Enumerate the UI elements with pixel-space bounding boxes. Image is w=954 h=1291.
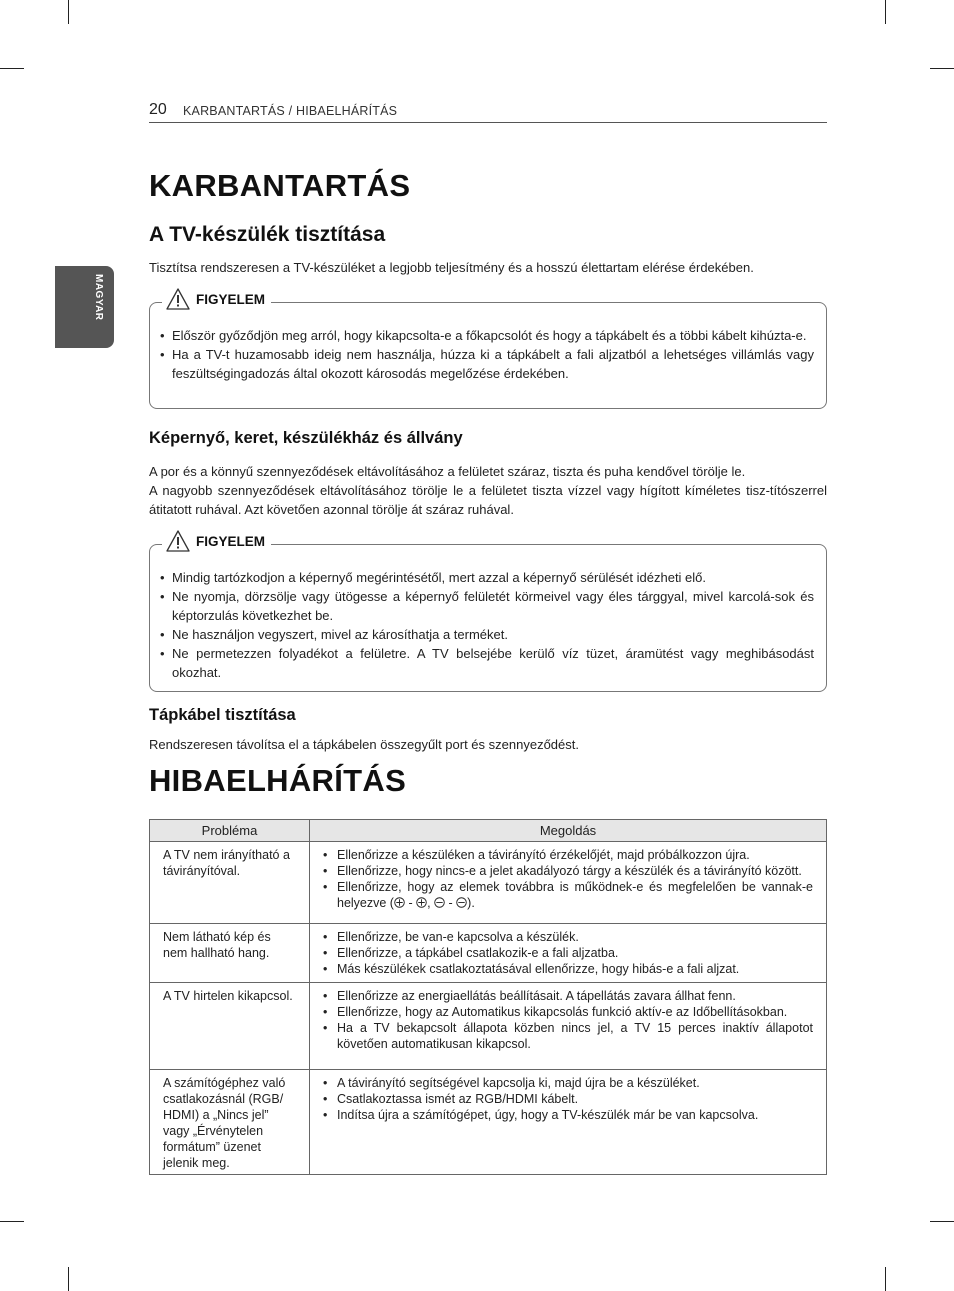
problem-cell: A TV hirtelen kikapcsol. (150, 983, 310, 1070)
crop-mark (68, 1267, 69, 1291)
tv-cleaning-title: A TV-készülék tisztítása (149, 223, 386, 246)
list-item: • Ellenőrizze, hogy nincs-e a jelet akadályozó tárgy a készülék és a távirányító között. (322, 863, 813, 879)
table-row (150, 842, 827, 924)
crop-mark (930, 68, 954, 69)
language-tab (55, 266, 114, 348)
list-item: • Ne permetezzen folyadékot a felületre. A TV belsejébe kerülő víz tüzet, áramütést vagy meghibásodást okozhat. (160, 644, 814, 682)
caution-list (160, 326, 814, 383)
troubleshooting-title: HIBAELHÁRÍTÁS (149, 763, 407, 798)
list-item: • Csatlakoztassa ismét az RGB/HDMI kábelt. (322, 1091, 813, 1107)
battery-plus-icon (416, 897, 427, 908)
list-item: • Ellenőrizze a készüléken a távirányító érzékelőjét, majd próbálkozzon újra. (322, 847, 813, 863)
caution-list (160, 568, 814, 682)
battery-check-text: Ellenőrizze, hogy az elemek továbbra is működnek-e és megfelelően be vannak-e helyezve ( (337, 880, 813, 910)
caution-header (162, 284, 271, 314)
list-item: • Először győződjön meg arról, hogy kikapcsolta-e a főkapcsolót és hogy a tápkábelt és a többi kábelt kihúzta-e. (160, 326, 814, 345)
troubleshooting-table (149, 819, 827, 1175)
caution-header (162, 526, 271, 556)
table-row (150, 983, 827, 1070)
solution-cell (310, 983, 827, 1070)
list-item: • Ellenőrizze, hogy az Automatikus kikapcsolás funkció aktív-e az Időbellításokban. (322, 1004, 813, 1020)
page-header (149, 101, 827, 123)
list-item: • Ellenőrizze, hogy az elemek továbbra is működnek-e és megfelelően be vannak-e helyezve ( - , - ). (322, 879, 813, 911)
battery-plus-icon (394, 897, 405, 908)
screen-cleaning-title: Képernyő, keret, készülékház és állvány (149, 429, 463, 447)
crop-mark (885, 1267, 886, 1291)
column-header-problem: Probléma (150, 820, 310, 842)
list-item: • Ha a TV-t huzamosabb ideig nem használja, húzza ki a tápkábelt a fali aljzatból a lehetséges villámlás vagy feszültségingadozás által okozott károsodás megelőzése érdekében. (160, 345, 814, 383)
crop-mark (0, 1221, 24, 1222)
caution-box (149, 533, 827, 692)
list-item: • Ne használjon vegyszert, mivel az károsíthatja a terméket. (160, 625, 814, 644)
crop-mark (0, 68, 24, 69)
table-header-row (150, 820, 827, 842)
list-item: • Mindig tartózkodjon a képernyő megérintésétől, mert azzal a képernyő sérülését idézheti elő. (160, 568, 814, 587)
problem-cell: A számítógéphez való csatlakozásnál (RGB/ HDMI) a „Nincs jel” vagy „Érvénytelen formátum” üzenet jelenik meg. (150, 1070, 310, 1175)
list-item: • Ellenőrizze, be van-e kapcsolva a készülék. (322, 929, 813, 945)
tv-cleaning-intro: Tisztítsa rendszeresen a TV-készüléket a legjobb teljesítmény és a hosszú élettartam elérése érdekében. (149, 260, 754, 275)
screen-cleaning-text-2: A nagyobb szennyeződések eltávolításához törölje le a felületet tiszta vízzel vagy hígított kíméletes tisz-títószerrel átitatott ruhával. Azt követően azonnal törölje át száraz ruhával. (149, 483, 827, 517)
list-item: • A távirányító segítségével kapcsolja ki, majd újra be a készüléket. (322, 1075, 813, 1091)
maintenance-title: KARBANTARTÁS (149, 168, 411, 203)
battery-minus-icon (434, 897, 445, 908)
table-row (150, 1070, 827, 1175)
list-item: • Indítsa újra a számítógépet, úgy, hogy a TV-készülék már be van kapcsolva. (322, 1107, 813, 1123)
solution-cell (310, 924, 827, 983)
screen-cleaning-text-1: A por és a könnyű szennyeződések eltávolításához a felületet száraz, tiszta és puha kendővel törölje le. (149, 464, 746, 479)
warning-icon (166, 287, 190, 311)
list-item: • Más készülékek csatlakoztatásával ellenőrizze, hogy hibás-e a fali aljzat. (322, 961, 813, 977)
column-header-solution: Megoldás (310, 820, 827, 842)
caution-label: FIGYELEM (196, 291, 266, 307)
problem-cell: Nem látható kép és nem hallható hang. (150, 924, 310, 983)
solution-cell (310, 1070, 827, 1175)
list-item: • Ha a TV bekapcsolt állapota közben nincs jel, a TV 15 perces inaktív állapotot követően automatikusan kikapcsol. (322, 1020, 813, 1052)
warning-icon (166, 529, 190, 553)
caution-box (149, 291, 827, 409)
problem-cell: A TV nem irányítható a távirányítóval. (150, 842, 310, 924)
list-item: • Ne nyomja, dörzsölje vagy ütögesse a képernyő felületét körmeivel vagy éles tárggyal, mivel karcolá-sok és képtorzulás következhet be. (160, 587, 814, 625)
crop-mark (885, 0, 886, 24)
page-number: 20 (149, 101, 167, 118)
table-row (150, 924, 827, 983)
solution-cell (310, 842, 827, 924)
battery-minus-icon (456, 897, 467, 908)
section-title: KARBANTARTÁS / HIBAELHÁRÍTÁS (183, 104, 398, 118)
caution-label: FIGYELEM (196, 533, 266, 549)
crop-mark (68, 0, 69, 24)
crop-mark (930, 1221, 954, 1222)
list-item: • Ellenőrizze az energiaellátás beállításait. A tápellátás zavara állhat fenn. (322, 988, 813, 1004)
language-tab-label: MAGYAR (93, 274, 104, 321)
power-cable-text: Rendszeresen távolítsa el a tápkábelen összegyűlt port és szennyeződést. (149, 737, 579, 752)
power-cable-title: Tápkábel tisztítása (149, 706, 296, 724)
list-item: • Ellenőrizze, a tápkábel csatlakozik-e a fali aljzatba. (322, 945, 813, 961)
